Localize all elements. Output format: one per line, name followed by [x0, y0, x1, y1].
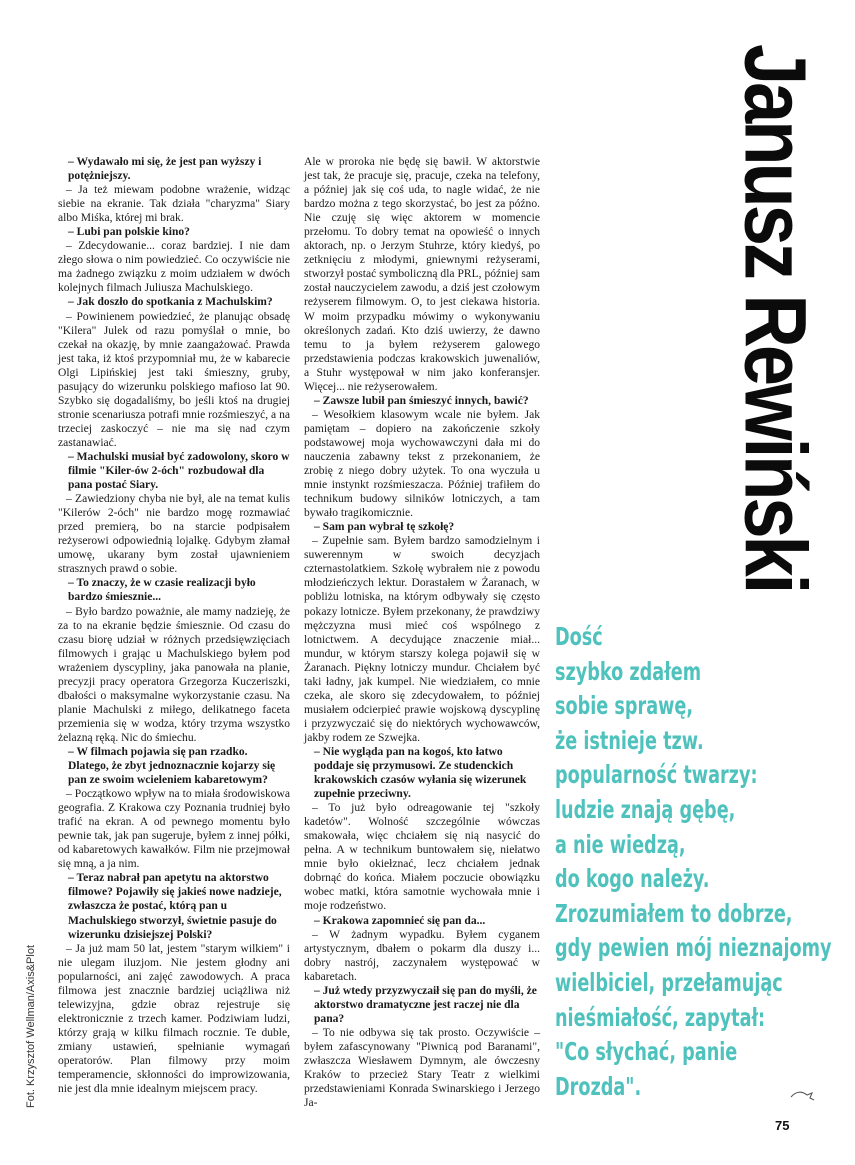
interview-answer: – Początkowo wpływ na to miała środowiskowa geografia. Z Krakowa czy Poznania trudniej było trafić na ekran. A od pewnego momentu było pewnie tak, jak pan sugeruje, byłem z innej półki, od kabaretowych kawałków. Film nie przejmował się mną, a ja nim. — [58, 788, 290, 871]
page-corner-arrow-icon — [790, 1088, 816, 1102]
pull-quote-line: popularność twarzy: — [555, 760, 758, 790]
pull-quote-line: Zrozumiałem to dobrze, — [555, 898, 793, 928]
interview-answer: – Zupełnie sam. Byłem bardzo samodzielnym i suwerennym w swoich decyzjach czternastolatkiem. Szkołę wybrałem nie z powodu młodzieńczych lektur. Dorastałem w Żaranach, w pobliżu lotniska, na którym odbywały się często pokazy lotnicze. Byłem przekonany, że prawdziwy mężczyzna musi mieć coś wspólnego z lotnictwem. A decydujące znaczenie miał... mundur, w którym starszy kolega pojawił się w Żaranach. Piękny lotniczy mundur. Chciałem być taki ładny, jak kumpel. Nie wiedziałem, co mnie czeka, ale skoro się zdecydowałem, to później musiałem odcierpieć prawie wojskową dyscyplinę i przyzwyczaić się do niektórych wychowawców, jakby rodem ze Szwejka. — [304, 535, 540, 744]
interview-question: – Teraz nabrał pan apetytu na aktorstwo filmowe? Pojawiły się jakieś nowe nadzieje, zwłaszcza że postać, którą pan u Machulskiego stworzył, świetnie pasuje do wizerunku dzisiejszej Polski? — [68, 872, 282, 941]
interview-answer: – Powinienem powiedzieć, że planując obsadę "Kilera" Julek od razu pomyślał o mnie, bo czekał na okazję, by mnie zaangażować. Prawda jest taka, iż ktoś przypomniał mu, że w kabarecie Olgi Lipińskiej jest taki śmieszny, gruby, pasujący do wizerunku polskiego mafioso lat 90. Szybko się dogadaliśmy, bo jeśli ktoś na drugiej stronie scenariusza potrafi mnie rozśmieszyć, a na trzeciej zaskoczyć – nie ma się nad czym zastanawiać. — [58, 310, 290, 449]
interview-question: – Krakowa zapomnieć się pan da... — [314, 914, 486, 927]
interview-question: – Machulski musiał być zadowolony, skoro w filmie "Kiler-ów 2-óch" rozbudował dla pana postać Siary. — [68, 450, 290, 492]
interview-answer: – Wesołkiem klasowym wcale nie byłem. Jak pamiętam – dopiero na zakończenie szkoły podstawowej moja wychowawczyni dała mi do nauczenia zabawny tekst z przekonaniem, że zrobię z niego dobry użytek. To ona wyczuła u mnie instynkt rozśmieszacza. Później trafiłem do technikum budowy silników lotniczych, a tam bywało tragikomicznie. — [304, 408, 540, 520]
article-title-block — [722, 44, 825, 592]
article-column-middle — [304, 155, 540, 1110]
page-number: 75 — [775, 1118, 790, 1133]
interview-question: – Wydawało mi się, że jest pan wyższy i potężniejszy. — [68, 156, 262, 183]
pull-quote-line: "Co słychać, panie — [555, 1037, 738, 1067]
interview-question: – Nie wygląda pan na kogoś, kto łatwo poddaje się przymusowi. Ze studenckich krakowskich czasów wyłania się wizerunek zupełnie przeciwny. — [314, 745, 527, 801]
pull-quote-line: gdy pewien mój nieznajomy — [555, 933, 832, 963]
pull-quote-line: Drozda". — [555, 1071, 642, 1101]
interview-answer: – To nie odbywa się tak prosto. Oczywiście – byłem zafascynowany "Piwnicą pod Baranami", zwłaszcza Wiesławem Dymnym, ale ówczesny Kraków to przecież Stary Teatr z wielkimi przedstawieniami Konrada Swinarskiego i Jerzego Ja- — [304, 1026, 540, 1110]
interview-answer: Ale w proroka nie będę się bawił. W aktorstwie jest tak, że pracuje się, pracuje, czeka na telefony, a później jak się coś uda, to nagle widać, że nie bardzo można z tego skorzystać, bo jest za późno. Nie czuję się więc aktorem w momencie przełomu. To dobry temat na opowieść o innych aktorach, np. o Jerzym Stuhrze, który kiedyś, po zetknięciu z młodymi, gniewnymi reżyserami, stworzył postać symboliczną dla PRL, później sam został nauczycielem zawodu, a dziś jest czołowym reżyserem filmowym. O, to jest ciekawa historia. W moim przypadku mówimy o wykonywaniu określonych zadań. Kto dziś uwierzy, że dawno temu to ja byłem reżyserem galowego przedstawienia podczas krakowskich juwenaliów, a Stuhr występował w nim jako konferansjer. Więcej... nie reżyserowałem. — [304, 156, 540, 393]
interview-question: – Zawsze lubił pan śmieszyć innych, bawić? — [314, 394, 529, 407]
interview-answer: – Ja też miewam podobne wrażenie, widząc siebie na ekranie. Tak działa "charyzma" Siary albo Miśka, której mi brak. — [58, 184, 290, 225]
interview-question: – Już wtedy przyzwyczaił się pan do myśli, że aktorstwo dramatyczne jest raczej nie dla pana? — [314, 984, 537, 1025]
interview-question: – To znaczy, że w czasie realizacji było bardzo śmiesznie... — [68, 577, 256, 604]
interview-answer: – To już było odreagowanie tej "szkoły kadetów". Wolność szczególnie wówczas smakowała, więc chciałem się nią nasycić do pełna. A w technikum buntowałem się, niełatwo mnie było okiełznać, lecz chciałem jednak dobrnąć do końca. Miałem poczucie obowiązku wobec matki, która samotnie wychowała mnie i moje rodzeństwo. — [304, 802, 540, 913]
pull-quote-line: szybko zdałem — [555, 656, 702, 686]
interview-question: – W filmach pojawia się pan rzadko. Dlatego, że zbyt jednoznacznie kojarzy się pan ze swoim wcieleniem kabaretowym? — [68, 745, 276, 787]
pull-quote-line: ludzie znają gębę, — [555, 794, 736, 824]
interview-answer: – Było bardzo poważnie, ale mamy nadzieję, że za to na ekranie będzie śmiesznie. Od czasu do czasu biorę udział w różnych przedsięwzięciach filmowych i grając u Machulskiego byłem pod wrażeniem dyscypliny, jaka panowała na planie, precyzji pracy operatora Grzegorza Kuczeriszki, dbałości o maksymalne wykorzystanie czasu. Na planie Machulski z miłego, delikatnego faceta przemienia się w wodza, który trzyma wszystko żelazną ręką. Nic do śmiechu. — [58, 605, 290, 744]
pull-quote-line: sobie sprawę, — [555, 691, 694, 721]
interview-answer: – Zdecydowanie... coraz bardziej. I nie dam złego słowa o nim powiedzieć. Co oczywiście nie ma żadnego związku z moim udziałem w dwóch kolejnych filmach Juliusza Machulskiego. — [58, 240, 290, 295]
pull-quote-line: że istnieje tzw. — [555, 725, 704, 755]
pull-quote-line: a nie wiedzą, — [555, 829, 686, 859]
pull-quote-line: wielbiciel, przełamując — [555, 967, 783, 997]
photo-credit: Fot. Krzysztof Wellman/Axis&Plot — [25, 944, 37, 1108]
interview-answer: – W żadnym wypadku. Byłem cyganem artystycznym, dbałem o pokarm dla duszy i... dobry nastrój, zaczynałem występować w kabaretach. — [304, 928, 540, 983]
pull-quote-line: Dość — [555, 622, 603, 651]
interview-question: – Jak doszło do spotkania z Machulskim? — [68, 296, 273, 309]
pull-quote-line: nieśmiałość, zapytał: — [555, 1002, 766, 1032]
interview-question: – Lubi pan polskie kino? — [68, 226, 190, 239]
interview-answer: – Zawiedziony chyba nie był, ale na temat kulis "Kilerów 2-óch" nie bardzo mogę rozmawiać przed premierą, bo na starcie podpisałem reżyserowi odpowiednią lojalkę. Gdybym złamał umowę, ukarany bym został ujawnieniem strasznych prawd o sobie. — [58, 493, 290, 576]
article-column-left — [58, 155, 290, 1096]
article-title: Janusz Rewiński — [726, 44, 825, 592]
interview-answer: – Ja już mam 50 lat, jestem "starym wilkiem" i nie ulegam iluzjom. Nie jestem głodny ani popularności, ani zajęć zawodowych. A praca filmowa jest znacznie bardziej uciążliwa niż telewizyjna, gdzie obraz rejestruje się elektronicznie z trzech kamer. Podziwiam ludzi, którzy grają w kilku filmach rocznie. Te duble, zmiany ustawień, spełnianie wymagań operatorów. Plan filmowy przy moim temperamencie, skłonności do improwizowania, nie jest dla mnie idealnym miejscem pracy. — [58, 942, 290, 1096]
interview-question: – Sam pan wybrał tę szkołę? — [314, 521, 455, 534]
pull-quote — [555, 620, 850, 1104]
pull-quote-line: do kogo należy. — [555, 864, 710, 894]
